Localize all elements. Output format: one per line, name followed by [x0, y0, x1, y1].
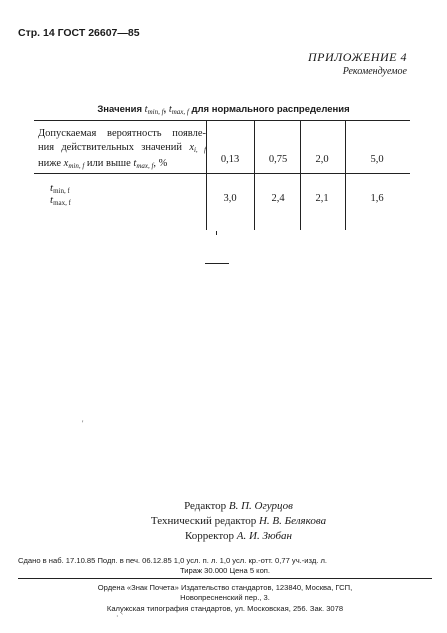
- t-max-symbol: $t_{max, f}$: [168, 104, 189, 116]
- table-title: Значения $t_{min, f}$, $t_{max, f}$ для нормального распределения: [97, 104, 350, 116]
- imprint-print-info: Сдано в наб. 17.10.85 Подп. в печ. 06.12.85 1,0 усл. п. л. 1,0 усл. кр.-отт. 0,77 уч.-изд. л.: [18, 556, 328, 565]
- imprint-publisher: Ордена «Знак Почета» Издательство стандартов, 123840, Москва, ГСП,: [97, 583, 353, 592]
- t-value: 1,6: [370, 193, 384, 204]
- probability-description: Допускаемая вероятность появле- ния действительных значений $x_{i, f}$ ниже $x_{min, f}$ или выше $t_{max, f}$, %: [38, 128, 207, 170]
- table-top-rule: [34, 120, 410, 121]
- probability-value: 5,0: [370, 154, 384, 165]
- imprint-rule: [18, 578, 432, 579]
- speck-mark: · `: [116, 612, 124, 621]
- table-col-divider-4: [345, 120, 346, 230]
- end-mark-tick: [216, 231, 217, 235]
- imprint-address: Новопресненский пер., 3.: [180, 593, 270, 602]
- imprint-print-run: Тираж 30.000 Цена 5 коп.: [179, 566, 271, 575]
- appendix-subtitle: Рекомендуемое: [342, 66, 407, 77]
- table-col-divider-3: [300, 120, 301, 230]
- probability-value: 2,0: [315, 154, 329, 165]
- probability-value: 0,13: [220, 154, 240, 165]
- page-header: Стр. 14 ГОСТ 26607—85: [18, 27, 140, 39]
- credit-editor: Редактор В. П. Огурцов: [184, 500, 293, 512]
- row-label-t-min: $t_{min, f}$: [50, 182, 70, 195]
- appendix-title: ПРИЛОЖЕНИЕ 4: [308, 50, 407, 64]
- t-value: 3,0: [223, 193, 237, 204]
- t-value: 2,4: [271, 193, 285, 204]
- t-min-symbol: $t_{min, f}$: [144, 104, 164, 116]
- speck-mark: ': [82, 419, 84, 428]
- credit-tech-editor: Технический редактор Н. В. Белякова: [150, 515, 327, 527]
- t-value: 2,1: [315, 193, 329, 204]
- table-col-divider-2: [254, 120, 255, 230]
- table-col-divider-1: [206, 120, 207, 230]
- credit-corrector: Корректор А. И. Зюбан: [184, 530, 292, 542]
- table-middle-rule: [34, 173, 410, 174]
- probability-value: 0,75: [268, 154, 288, 165]
- end-mark: [205, 263, 229, 264]
- row-label-t-max: $t_{max, f}$: [50, 194, 71, 207]
- imprint-printing-house: Калужская типография стандартов, ул. Московская, 256. Зак. 3078: [106, 604, 344, 613]
